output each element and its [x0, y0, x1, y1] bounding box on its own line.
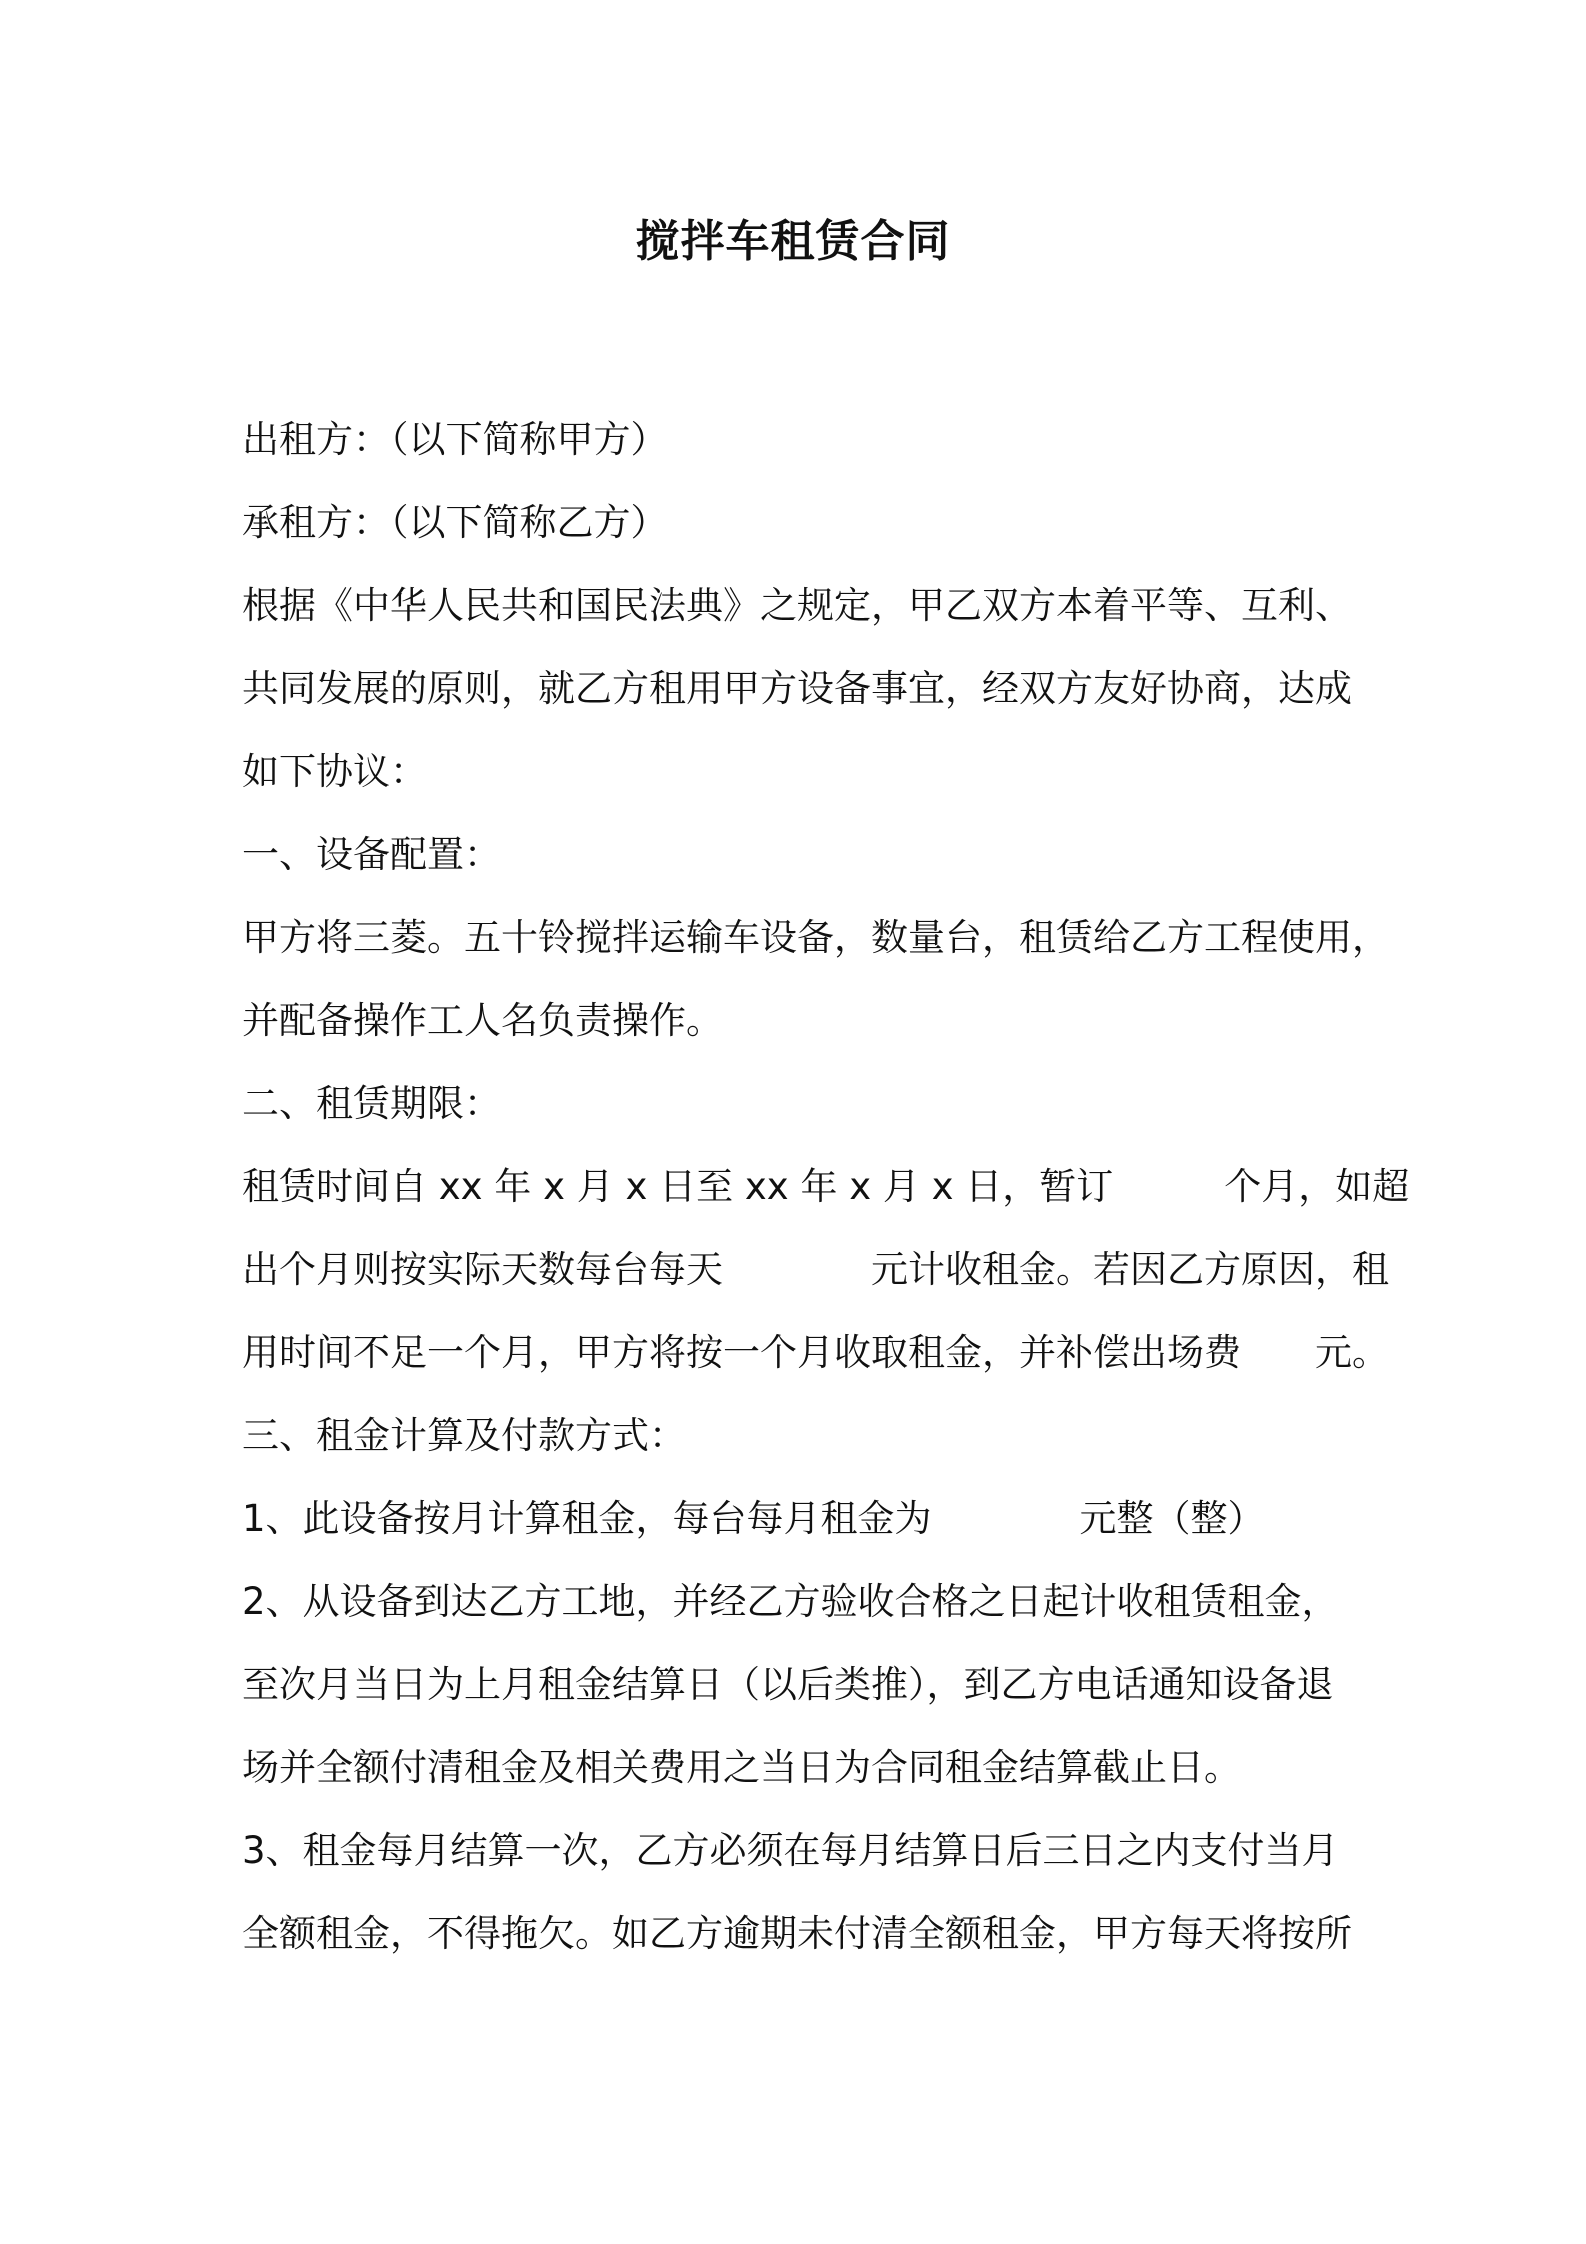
term-paragraph-line-1: 租赁时间自 xx 年 x 月 x 日至 xx 年 x 月 x 日，暂订 个月，如超 — [242, 1165, 1410, 1208]
section-heading-payment: 三、租金计算及付款方式： — [242, 1414, 686, 1457]
preamble-line-3: 如下协议： — [242, 750, 427, 793]
document-body — [242, 398, 1410, 1975]
payment-clause-2-line-1: 2、从设备到达乙方工地，并经乙方验收合格之日起计收租赁租金， — [242, 1580, 1339, 1623]
term-paragraph-line-2: 出个月则按实际天数每台每天 元计收租金。若因乙方原因，租 — [242, 1248, 1389, 1291]
payment-clause-3-line-1: 3、租金每月结算一次，乙方必须在每月结算日后三日之内支付当月 — [242, 1829, 1339, 1872]
equipment-paragraph-line-2: 并配备操作工人名负责操作。 — [242, 999, 723, 1042]
term-paragraph-line-3: 用时间不足一个月，甲方将按一个月收取租金，并补偿出场费 元。 — [242, 1331, 1389, 1374]
payment-clause-2-line-3: 场并全额付清租金及相关费用之当日为合同租金结算截止日。 — [242, 1746, 1241, 1789]
payment-clause-2-line-2: 至次月当日为上月租金结算日（以后类推），到乙方电话通知设备退 — [242, 1663, 1334, 1706]
payment-clause-1: 1、此设备按月计算租金，每台每月租金为 元整（整） — [242, 1497, 1265, 1540]
payment-clause-3-line-2: 全额租金，不得拖欠。如乙方逾期未付清全额租金，甲方每天将按所 — [242, 1912, 1352, 1955]
preamble-line-1: 根据《中华人民共和国民法典》之规定，甲乙双方本着平等、互利、 — [242, 584, 1352, 627]
preamble-line-2: 共同发展的原则，就乙方租用甲方设备事宜，经双方友好协商，达成 — [242, 667, 1352, 710]
section-heading-equipment: 一、设备配置： — [242, 833, 501, 876]
lessee-line: 承租方：（以下简称乙方） — [242, 501, 668, 544]
document-title: 搅拌车租赁合同 — [635, 216, 951, 267]
equipment-paragraph-line-1: 甲方将三菱。五十铃搅拌运输车设备，数量台，租赁给乙方工程使用， — [242, 916, 1389, 959]
lessor-line: 出租方：（以下简称甲方） — [242, 418, 668, 461]
section-heading-term: 二、租赁期限： — [242, 1082, 501, 1125]
